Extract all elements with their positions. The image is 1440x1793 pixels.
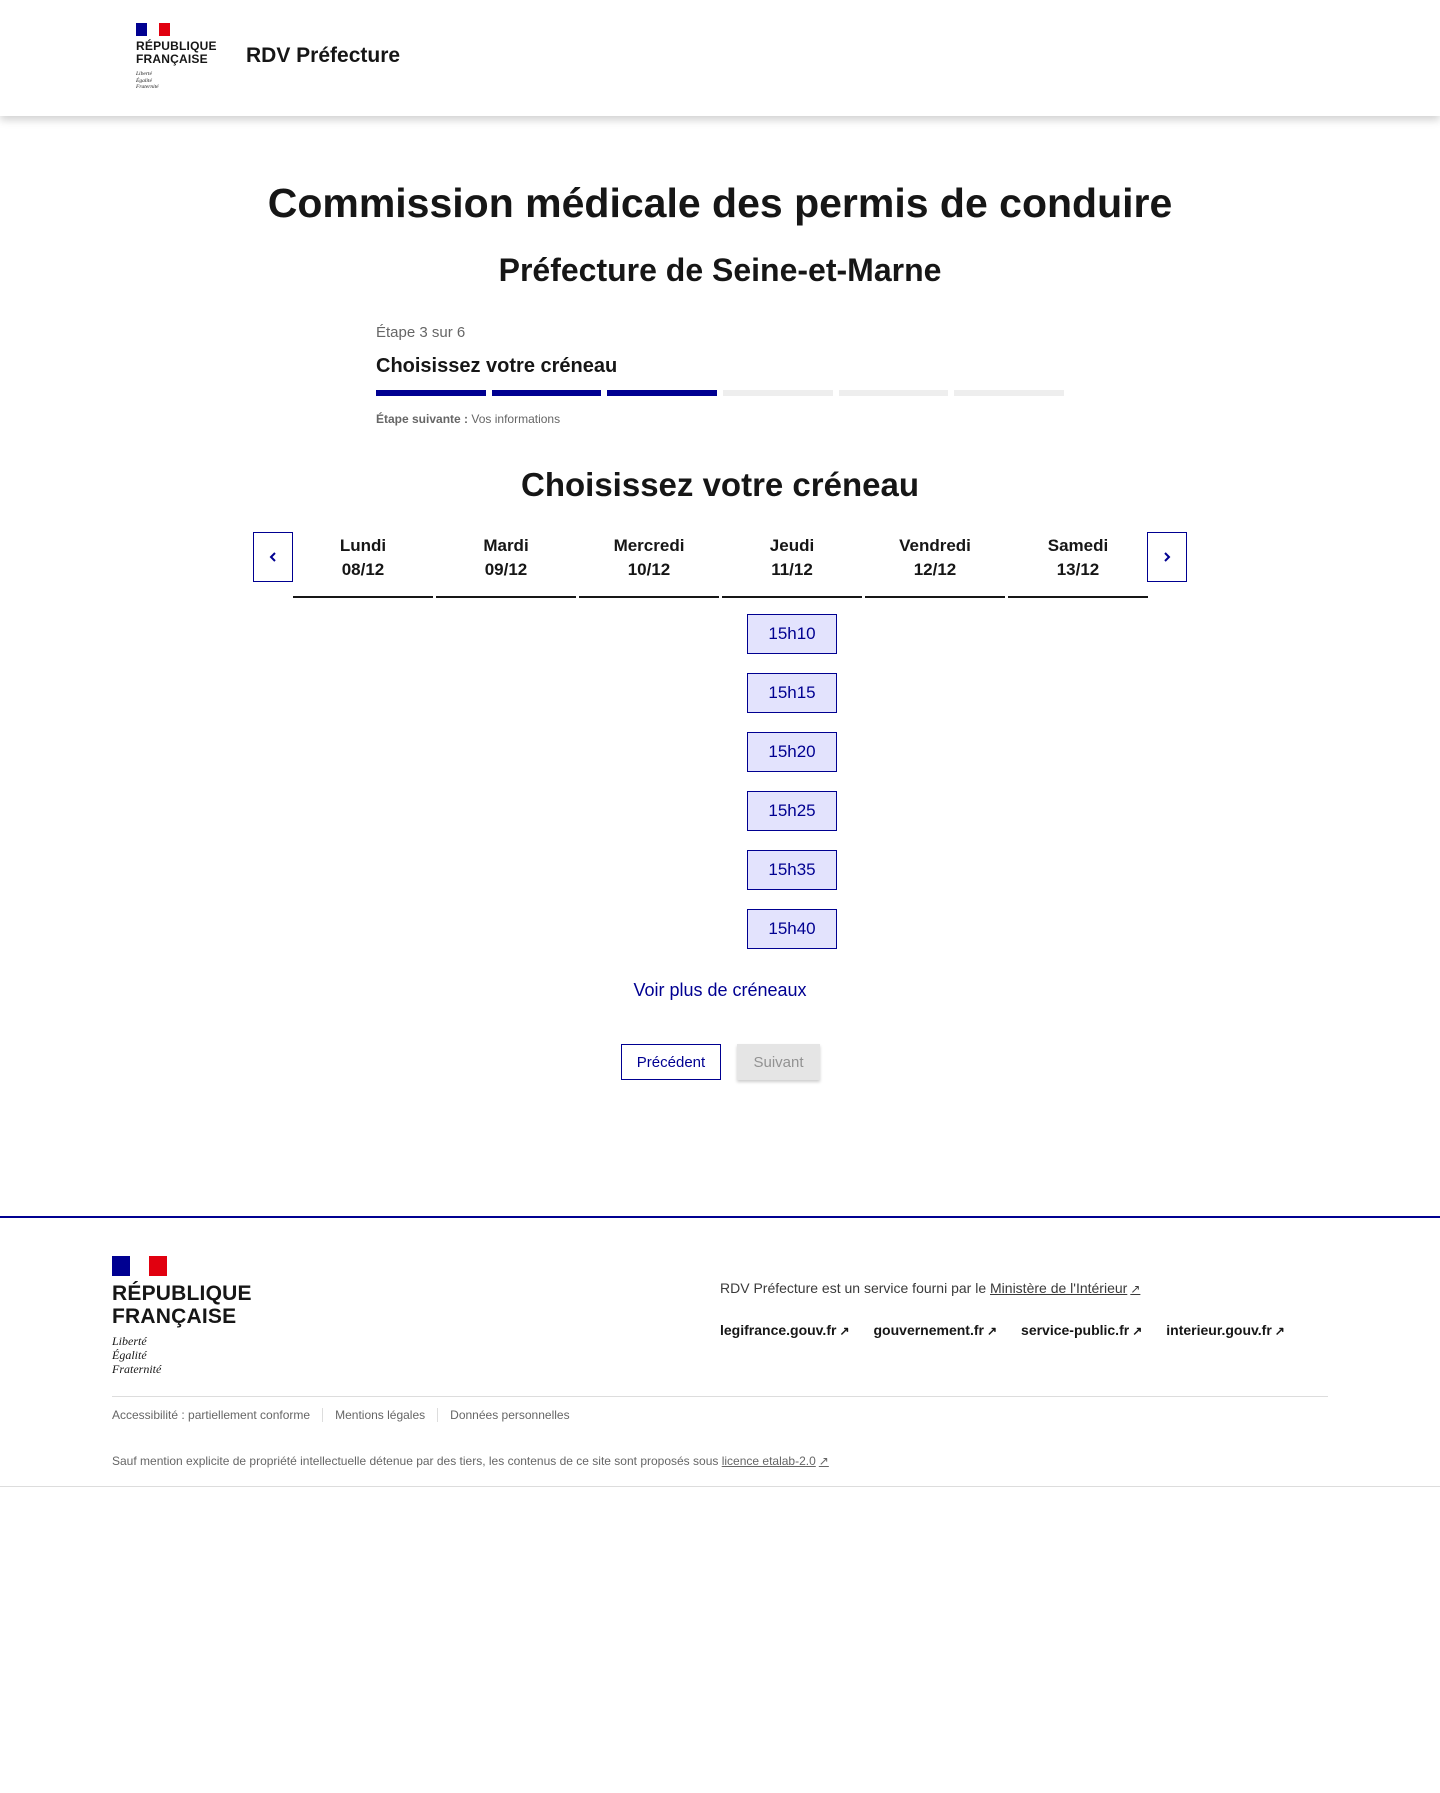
footer-logo-devise: Liberté Égalité Fraternité	[112, 1334, 162, 1376]
slot-list	[722, 598, 862, 949]
time-slot-button[interactable]: 15h15	[747, 673, 837, 713]
slot-list	[293, 598, 433, 614]
day-name: Mardi	[483, 536, 529, 555]
license-link[interactable]: licence etalab-2.0 ↗	[721, 1454, 829, 1468]
page-title: Commission médicale des permis de conduire	[267, 180, 1173, 226]
site-footer	[0, 1216, 1440, 1487]
footer-link[interactable]: interieur.gouv.fr ↗	[1166, 1322, 1285, 1338]
day-header	[293, 532, 433, 598]
day-column	[1008, 532, 1148, 949]
day-name: Samedi	[1047, 536, 1109, 555]
ministere-link[interactable]: Ministère de l'Intérieur ↗	[990, 1280, 1141, 1296]
step-progress-bar	[376, 390, 1064, 396]
external-link-icon: ↗	[986, 1324, 998, 1338]
next-week-button[interactable]	[1147, 532, 1187, 582]
chevron-right-icon	[1161, 551, 1173, 563]
section-title: Choisissez votre créneau	[521, 466, 919, 503]
next-step-label: Étape suivante :	[376, 412, 469, 426]
step-title: Choisissez votre créneau	[376, 355, 618, 377]
footer-link[interactable]: gouvernement.fr ↗	[873, 1322, 998, 1338]
footer-bottom-link[interactable]: Mentions légales	[322, 1408, 437, 1422]
footer-divider	[112, 1396, 1328, 1397]
day-column	[436, 532, 576, 949]
republique-francaise-logo[interactable]	[136, 23, 217, 91]
day-column	[579, 532, 719, 949]
day-date: 09/12	[484, 560, 528, 579]
day-date: 13/12	[1056, 560, 1100, 579]
logo-text: RÉPUBLIQUE FRANÇAISE	[136, 39, 217, 66]
external-link-icon: ↗	[839, 1324, 850, 1338]
day-name: Jeudi	[769, 536, 815, 555]
external-link-icon: ↗	[1130, 1282, 1141, 1296]
footer-bottom-link[interactable]: Accessibilité : partiellement conforme	[112, 1408, 311, 1422]
previous-button[interactable]: Précédent	[621, 1044, 721, 1080]
day-name: Lundi	[339, 536, 387, 555]
time-slot-button[interactable]: 15h20	[747, 732, 837, 772]
day-date: 11/12	[771, 560, 813, 579]
day-column	[293, 532, 433, 949]
day-name: Mercredi	[613, 536, 685, 555]
footer-republique-francaise-logo[interactable]	[112, 1256, 252, 1376]
next-step-value: Vos informations	[471, 412, 561, 426]
footer-license: Sauf mention explicite de propriété intellectuelle détenue par des tiers, les contenus de ce site sont proposés sous licence etalab-2.0 ↗	[112, 1454, 829, 1468]
step-bar-5	[839, 390, 949, 396]
external-link-icon: ↗	[818, 1454, 829, 1468]
day-header	[436, 532, 576, 598]
day-header	[1008, 532, 1148, 598]
step-bar-3	[607, 390, 717, 396]
footer-link[interactable]: service-public.fr ↗	[1021, 1322, 1143, 1338]
day-header	[579, 532, 719, 598]
external-link-icon: ↗	[1274, 1324, 1285, 1338]
time-slot-button[interactable]: 15h25	[747, 791, 837, 831]
day-date: 12/12	[913, 560, 957, 579]
footer-bottom-links	[112, 1408, 582, 1422]
external-link-icon: ↗	[1132, 1324, 1143, 1338]
marianne-flag-icon	[112, 1256, 167, 1276]
day-column	[722, 532, 862, 949]
calendar-days	[293, 532, 1148, 949]
more-slots-link[interactable]: Voir plus de créneaux	[633, 980, 807, 1000]
slot-list	[436, 598, 576, 614]
time-slot-button[interactable]: 15h40	[747, 909, 837, 949]
day-header	[722, 532, 862, 598]
previous-week-button[interactable]	[253, 532, 293, 582]
day-header	[865, 532, 1005, 598]
chevron-left-icon	[267, 551, 279, 563]
site-header	[0, 0, 1440, 116]
day-date: 08/12	[341, 560, 385, 579]
step-bar-4	[723, 390, 833, 396]
page-subtitle: Préfecture de Seine-et-Marne	[498, 252, 942, 288]
step-bar-6	[954, 390, 1064, 396]
stepper	[376, 324, 1064, 426]
footer-description: RDV Préfecture est un service fourni par le Ministère de l'Intérieur ↗	[720, 1280, 1141, 1296]
marianne-flag-icon	[136, 23, 170, 36]
step-bar-2	[492, 390, 602, 396]
day-date: 10/12	[627, 560, 671, 579]
step-count: Étape 3 sur 6	[376, 324, 466, 341]
footer-links	[720, 1322, 1285, 1338]
time-slot-button[interactable]: 15h10	[747, 614, 837, 654]
footer-bottom-link[interactable]: Données personnelles	[437, 1408, 581, 1422]
next-button-disabled: Suivant	[737, 1044, 820, 1080]
day-column	[865, 532, 1005, 949]
footer-link[interactable]: legifrance.gouv.fr ↗	[720, 1322, 850, 1338]
step-bar-1	[376, 390, 486, 396]
service-name[interactable]: RDV Préfecture	[246, 44, 401, 67]
slot-list	[1008, 598, 1148, 614]
time-slot-button[interactable]: 15h35	[747, 850, 837, 890]
slot-list	[579, 598, 719, 614]
footer-logo-text: RÉPUBLIQUE FRANÇAISE	[112, 1282, 252, 1328]
logo-devise: Liberté Égalité Fraternité	[136, 71, 159, 90]
day-name: Vendredi	[899, 536, 971, 555]
slot-list	[865, 598, 1005, 614]
next-step	[376, 412, 1064, 426]
